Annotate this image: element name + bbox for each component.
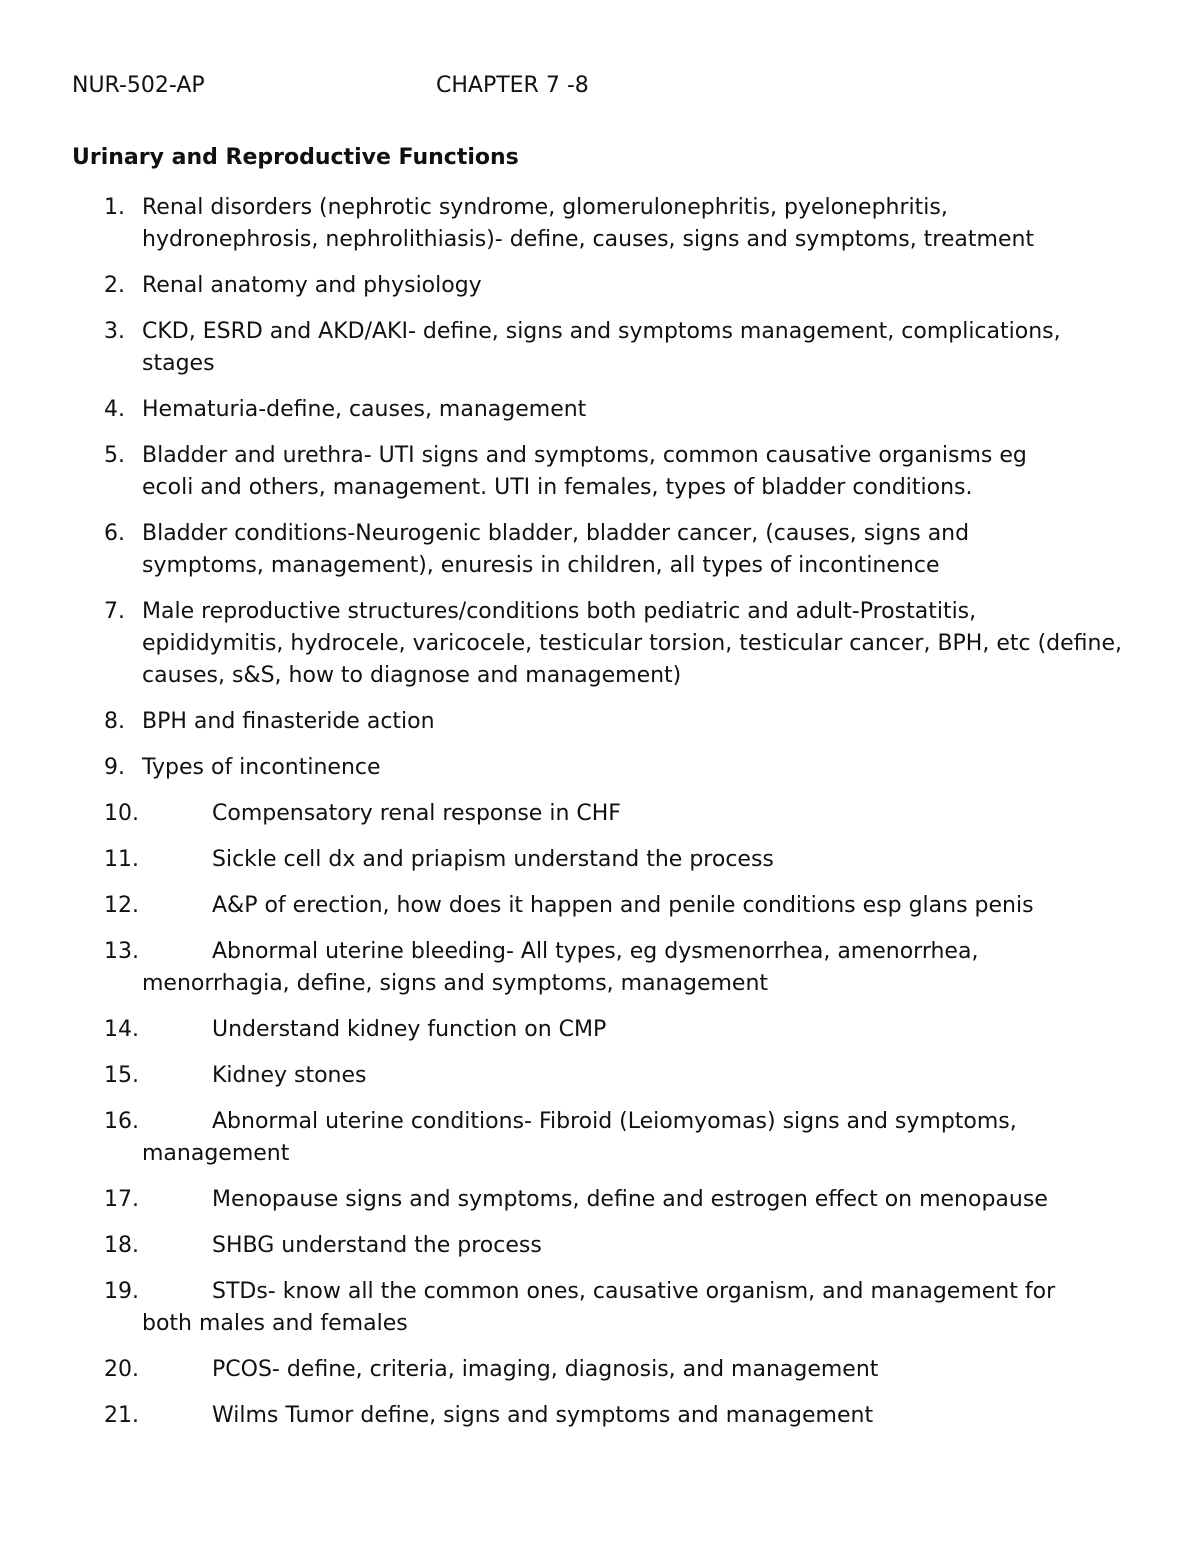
item-number: 3. xyxy=(104,319,125,344)
list-item xyxy=(0,706,1200,738)
item-number: 21. xyxy=(104,1403,139,1428)
item-text: Types of incontinence xyxy=(142,755,381,780)
list-item xyxy=(0,1184,1200,1216)
item-text: BPH and finasteride action xyxy=(142,709,435,734)
item-number: 6. xyxy=(104,521,125,546)
item-number: 2. xyxy=(104,273,125,298)
item-text: SHBG understand the process xyxy=(212,1233,542,1258)
item-text: A&P of erection, how does it happen and penile conditions esp glans penis xyxy=(212,893,1034,918)
list-item xyxy=(0,1060,1200,1092)
item-text: Male reproductive structures/conditions both pediatric and adult-Prostatitis, xyxy=(142,599,977,624)
list-item xyxy=(0,192,1200,256)
item-text: Hematuria-define, causes, management xyxy=(142,397,587,422)
item-text: Bladder conditions-Neurogenic bladder, bladder cancer, (causes, signs and xyxy=(142,521,970,546)
item-text: PCOS- define, criteria, imaging, diagnosis, and management xyxy=(212,1357,879,1382)
item-number: 10. xyxy=(104,801,139,826)
item-text: Compensatory renal response in CHF xyxy=(212,801,621,826)
item-number: 18. xyxy=(104,1233,139,1258)
item-text: Wilms Tumor define, signs and symptoms and management xyxy=(212,1403,874,1428)
topic-list xyxy=(0,192,1200,1446)
item-text-continued: menorrhagia, define, signs and symptoms, management xyxy=(142,971,769,996)
list-item xyxy=(0,1276,1200,1340)
list-item xyxy=(0,596,1200,692)
list-item xyxy=(0,440,1200,504)
item-text-continued: symptoms, management), enuresis in children, all types of incontinence xyxy=(142,553,940,578)
item-number: 1. xyxy=(104,195,125,220)
item-number: 14. xyxy=(104,1017,139,1042)
list-item xyxy=(0,1106,1200,1170)
item-number: 11. xyxy=(104,847,139,872)
list-item xyxy=(0,844,1200,876)
section-title: Urinary and Reproductive Functions xyxy=(72,145,519,170)
item-text: Menopause signs and symptoms, define and estrogen effect on menopause xyxy=(212,1187,1048,1212)
item-number: 8. xyxy=(104,709,125,734)
item-number: 13. xyxy=(104,939,139,964)
list-item xyxy=(0,394,1200,426)
chapter-label: CHAPTER 7 -8 xyxy=(436,73,589,98)
item-number: 5. xyxy=(104,443,125,468)
list-item xyxy=(0,798,1200,830)
list-item xyxy=(0,316,1200,380)
item-text-continued: ecoli and others, management. UTI in females, types of bladder conditions. xyxy=(142,475,973,500)
item-text: Bladder and urethra- UTI signs and symptoms, common causative organisms eg xyxy=(142,443,1027,468)
list-item xyxy=(0,752,1200,784)
item-text: CKD, ESRD and AKD/AKI- define, signs and symptoms management, complications, xyxy=(142,319,1061,344)
item-number: 9. xyxy=(104,755,125,780)
item-number: 17. xyxy=(104,1187,139,1212)
item-text-continued: epididymitis, hydrocele, varicocele, testicular torsion, testicular cancer, BPH, etc (define, causes, s&S, how to diagnose and management) xyxy=(142,631,1122,688)
item-number: 20. xyxy=(104,1357,139,1382)
course-code: NUR-502-AP xyxy=(72,73,205,98)
item-number: 19. xyxy=(104,1279,139,1304)
list-item xyxy=(0,1014,1200,1046)
item-number: 4. xyxy=(104,397,125,422)
list-item xyxy=(0,1230,1200,1262)
item-number: 16. xyxy=(104,1109,139,1134)
item-text-continued: stages xyxy=(142,351,215,376)
list-item xyxy=(0,890,1200,922)
list-item xyxy=(0,270,1200,302)
item-number: 15. xyxy=(104,1063,139,1088)
item-text: Abnormal uterine bleeding- All types, eg dysmenorrhea, amenorrhea, xyxy=(212,939,979,964)
list-item xyxy=(0,936,1200,1000)
list-item xyxy=(0,518,1200,582)
item-text: Kidney stones xyxy=(212,1063,367,1088)
list-item xyxy=(0,1354,1200,1386)
list-item xyxy=(0,1400,1200,1432)
item-text: Renal disorders (nephrotic syndrome, glomerulonephritis, pyelonephritis, xyxy=(142,195,948,220)
item-number: 12. xyxy=(104,893,139,918)
item-text: Understand kidney function on CMP xyxy=(212,1017,607,1042)
item-text: STDs- know all the common ones, causative organism, and management for xyxy=(212,1279,1056,1304)
item-text: Sickle cell dx and priapism understand the process xyxy=(212,847,774,872)
item-number: 7. xyxy=(104,599,125,624)
item-text-continued: management xyxy=(142,1141,290,1166)
item-text-continued: both males and females xyxy=(142,1311,408,1336)
item-text: Renal anatomy and physiology xyxy=(142,273,482,298)
item-text: Abnormal uterine conditions- Fibroid (Leiomyomas) signs and symptoms, xyxy=(212,1109,1017,1134)
item-text-continued: hydronephrosis, nephrolithiasis)- define, causes, signs and symptoms, treatment xyxy=(142,227,1035,252)
